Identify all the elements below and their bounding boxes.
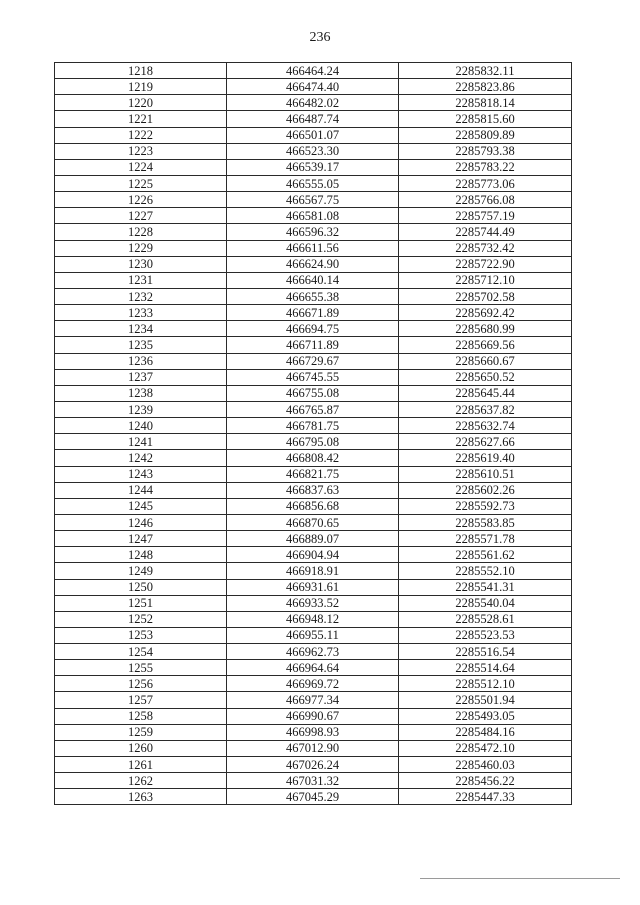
point-number-cell: 1219: [55, 79, 227, 95]
x-coordinate-cell: 466581.08: [227, 208, 399, 224]
table-row: [55, 305, 572, 321]
y-coordinate-cell: 2285528.61: [399, 611, 572, 627]
table-row: [55, 95, 572, 111]
x-coordinate-cell: 466482.02: [227, 95, 399, 111]
point-number-cell: 1235: [55, 337, 227, 353]
y-coordinate-cell: 2285632.74: [399, 418, 572, 434]
x-coordinate-cell: 466711.89: [227, 337, 399, 353]
point-number-cell: 1258: [55, 708, 227, 724]
y-coordinate-cell: 2285512.10: [399, 676, 572, 692]
x-coordinate-cell: 466523.30: [227, 143, 399, 159]
x-coordinate-cell: 466640.14: [227, 272, 399, 288]
table-row: [55, 111, 572, 127]
x-coordinate-cell: 466555.05: [227, 175, 399, 191]
table-row: [55, 240, 572, 256]
point-number-cell: 1233: [55, 305, 227, 321]
y-coordinate-cell: 2285757.19: [399, 208, 572, 224]
y-coordinate-cell: 2285592.73: [399, 498, 572, 514]
y-coordinate-cell: 2285472.10: [399, 740, 572, 756]
table-row: [55, 418, 572, 434]
x-coordinate-cell: 466487.74: [227, 111, 399, 127]
table-row: [55, 208, 572, 224]
y-coordinate-cell: 2285722.90: [399, 256, 572, 272]
y-coordinate-cell: 2285493.05: [399, 708, 572, 724]
y-coordinate-cell: 2285793.38: [399, 143, 572, 159]
point-number-cell: 1246: [55, 514, 227, 530]
y-coordinate-cell: 2285484.16: [399, 724, 572, 740]
table-row: [55, 385, 572, 401]
y-coordinate-cell: 2285540.04: [399, 595, 572, 611]
table-row: [55, 353, 572, 369]
y-coordinate-cell: 2285692.42: [399, 305, 572, 321]
y-coordinate-cell: 2285732.42: [399, 240, 572, 256]
y-coordinate-cell: 2285619.40: [399, 450, 572, 466]
point-number-cell: 1251: [55, 595, 227, 611]
coordinates-table-body: [55, 63, 572, 805]
y-coordinate-cell: 2285637.82: [399, 401, 572, 417]
table-row: [55, 660, 572, 676]
y-coordinate-cell: 2285815.60: [399, 111, 572, 127]
y-coordinate-cell: 2285552.10: [399, 563, 572, 579]
x-coordinate-cell: 466977.34: [227, 692, 399, 708]
table-row: [55, 773, 572, 789]
x-coordinate-cell: 466933.52: [227, 595, 399, 611]
y-coordinate-cell: 2285773.06: [399, 175, 572, 191]
x-coordinate-cell: 466781.75: [227, 418, 399, 434]
point-number-cell: 1242: [55, 450, 227, 466]
x-coordinate-cell: 466948.12: [227, 611, 399, 627]
x-coordinate-cell: 466474.40: [227, 79, 399, 95]
table-row: [55, 708, 572, 724]
table-row: [55, 401, 572, 417]
y-coordinate-cell: 2285501.94: [399, 692, 572, 708]
table-row: [55, 482, 572, 498]
x-coordinate-cell: 466624.90: [227, 256, 399, 272]
table-row: [55, 224, 572, 240]
x-coordinate-cell: 466745.55: [227, 369, 399, 385]
point-number-cell: 1223: [55, 143, 227, 159]
y-coordinate-cell: 2285583.85: [399, 514, 572, 530]
table-row: [55, 611, 572, 627]
point-number-cell: 1231: [55, 272, 227, 288]
point-number-cell: 1259: [55, 724, 227, 740]
x-coordinate-cell: 466539.17: [227, 159, 399, 175]
point-number-cell: 1228: [55, 224, 227, 240]
y-coordinate-cell: 2285660.67: [399, 353, 572, 369]
table-row: [55, 288, 572, 304]
point-number-cell: 1263: [55, 789, 227, 805]
table-row: [55, 79, 572, 95]
x-coordinate-cell: 466969.72: [227, 676, 399, 692]
point-number-cell: 1226: [55, 192, 227, 208]
y-coordinate-cell: 2285818.14: [399, 95, 572, 111]
point-number-cell: 1254: [55, 644, 227, 660]
table-row: [55, 514, 572, 530]
x-coordinate-cell: 466501.07: [227, 127, 399, 143]
x-coordinate-cell: 466671.89: [227, 305, 399, 321]
point-number-cell: 1252: [55, 611, 227, 627]
table-row: [55, 692, 572, 708]
point-number-cell: 1262: [55, 773, 227, 789]
point-number-cell: 1237: [55, 369, 227, 385]
table-row: [55, 272, 572, 288]
table-row: [55, 175, 572, 191]
point-number-cell: 1243: [55, 466, 227, 482]
x-coordinate-cell: 466596.32: [227, 224, 399, 240]
point-number-cell: 1249: [55, 563, 227, 579]
x-coordinate-cell: 466856.68: [227, 498, 399, 514]
point-number-cell: 1248: [55, 547, 227, 563]
x-coordinate-cell: 466729.67: [227, 353, 399, 369]
y-coordinate-cell: 2285832.11: [399, 63, 572, 79]
y-coordinate-cell: 2285516.54: [399, 644, 572, 660]
x-coordinate-cell: 466962.73: [227, 644, 399, 660]
x-coordinate-cell: 466870.65: [227, 514, 399, 530]
table-row: [55, 676, 572, 692]
y-coordinate-cell: 2285783.22: [399, 159, 572, 175]
x-coordinate-cell: 466918.91: [227, 563, 399, 579]
table-row: [55, 256, 572, 272]
x-coordinate-cell: 467031.32: [227, 773, 399, 789]
point-number-cell: 1241: [55, 434, 227, 450]
point-number-cell: 1256: [55, 676, 227, 692]
point-number-cell: 1222: [55, 127, 227, 143]
table-row: [55, 143, 572, 159]
point-number-cell: 1257: [55, 692, 227, 708]
table-row: [55, 757, 572, 773]
table-row: [55, 450, 572, 466]
y-coordinate-cell: 2285702.58: [399, 288, 572, 304]
x-coordinate-cell: 466990.67: [227, 708, 399, 724]
x-coordinate-cell: 466998.93: [227, 724, 399, 740]
point-number-cell: 1221: [55, 111, 227, 127]
table-row: [55, 531, 572, 547]
point-number-cell: 1232: [55, 288, 227, 304]
point-number-cell: 1229: [55, 240, 227, 256]
x-coordinate-cell: 467045.29: [227, 789, 399, 805]
x-coordinate-cell: 466694.75: [227, 321, 399, 337]
page-number: 236: [309, 30, 331, 45]
table-row: [55, 498, 572, 514]
point-number-cell: 1255: [55, 660, 227, 676]
point-number-cell: 1253: [55, 627, 227, 643]
point-number-cell: 1225: [55, 175, 227, 191]
point-number-cell: 1260: [55, 740, 227, 756]
point-number-cell: 1244: [55, 482, 227, 498]
x-coordinate-cell: 466795.08: [227, 434, 399, 450]
point-number-cell: 1240: [55, 418, 227, 434]
point-number-cell: 1236: [55, 353, 227, 369]
point-number-cell: 1224: [55, 159, 227, 175]
point-number-cell: 1247: [55, 531, 227, 547]
point-number-cell: 1234: [55, 321, 227, 337]
y-coordinate-cell: 2285669.56: [399, 337, 572, 353]
x-coordinate-cell: 466821.75: [227, 466, 399, 482]
y-coordinate-cell: 2285523.53: [399, 627, 572, 643]
y-coordinate-cell: 2285650.52: [399, 369, 572, 385]
table-row: [55, 192, 572, 208]
x-coordinate-cell: 466655.38: [227, 288, 399, 304]
point-number-cell: 1250: [55, 579, 227, 595]
y-coordinate-cell: 2285610.51: [399, 466, 572, 482]
table-row: [55, 337, 572, 353]
y-coordinate-cell: 2285645.44: [399, 385, 572, 401]
y-coordinate-cell: 2285460.03: [399, 757, 572, 773]
point-number-cell: 1230: [55, 256, 227, 272]
x-coordinate-cell: 466889.07: [227, 531, 399, 547]
x-coordinate-cell: 466931.61: [227, 579, 399, 595]
point-number-cell: 1218: [55, 63, 227, 79]
y-coordinate-cell: 2285456.22: [399, 773, 572, 789]
y-coordinate-cell: 2285447.33: [399, 789, 572, 805]
table-row: [55, 627, 572, 643]
coordinates-table: [54, 62, 572, 805]
y-coordinate-cell: 2285514.64: [399, 660, 572, 676]
table-row: [55, 789, 572, 805]
y-coordinate-cell: 2285680.99: [399, 321, 572, 337]
table-row: [55, 321, 572, 337]
x-coordinate-cell: 466611.56: [227, 240, 399, 256]
x-coordinate-cell: 466955.11: [227, 627, 399, 643]
x-coordinate-cell: 466567.75: [227, 192, 399, 208]
y-coordinate-cell: 2285541.31: [399, 579, 572, 595]
y-coordinate-cell: 2285561.62: [399, 547, 572, 563]
point-number-cell: 1238: [55, 385, 227, 401]
table-row: [55, 740, 572, 756]
x-coordinate-cell: 466837.63: [227, 482, 399, 498]
x-coordinate-cell: 467012.90: [227, 740, 399, 756]
table-row: [55, 434, 572, 450]
x-coordinate-cell: 466755.08: [227, 385, 399, 401]
y-coordinate-cell: 2285712.10: [399, 272, 572, 288]
table-row: [55, 644, 572, 660]
point-number-cell: 1245: [55, 498, 227, 514]
bottom-rule: [420, 878, 620, 879]
table-row: [55, 595, 572, 611]
table-row: [55, 63, 572, 79]
x-coordinate-cell: 466904.94: [227, 547, 399, 563]
point-number-cell: 1227: [55, 208, 227, 224]
y-coordinate-cell: 2285744.49: [399, 224, 572, 240]
x-coordinate-cell: 466464.24: [227, 63, 399, 79]
point-number-cell: 1220: [55, 95, 227, 111]
table-row: [55, 547, 572, 563]
x-coordinate-cell: 467026.24: [227, 757, 399, 773]
y-coordinate-cell: 2285602.26: [399, 482, 572, 498]
table-row: [55, 579, 572, 595]
point-number-cell: 1239: [55, 401, 227, 417]
x-coordinate-cell: 466765.87: [227, 401, 399, 417]
y-coordinate-cell: 2285823.86: [399, 79, 572, 95]
table-row: [55, 127, 572, 143]
point-number-cell: 1261: [55, 757, 227, 773]
x-coordinate-cell: 466808.42: [227, 450, 399, 466]
table-row: [55, 159, 572, 175]
table-row: [55, 563, 572, 579]
y-coordinate-cell: 2285766.08: [399, 192, 572, 208]
y-coordinate-cell: 2285809.89: [399, 127, 572, 143]
y-coordinate-cell: 2285571.78: [399, 531, 572, 547]
table-row: [55, 724, 572, 740]
y-coordinate-cell: 2285627.66: [399, 434, 572, 450]
x-coordinate-cell: 466964.64: [227, 660, 399, 676]
table-row: [55, 369, 572, 385]
table-row: [55, 466, 572, 482]
